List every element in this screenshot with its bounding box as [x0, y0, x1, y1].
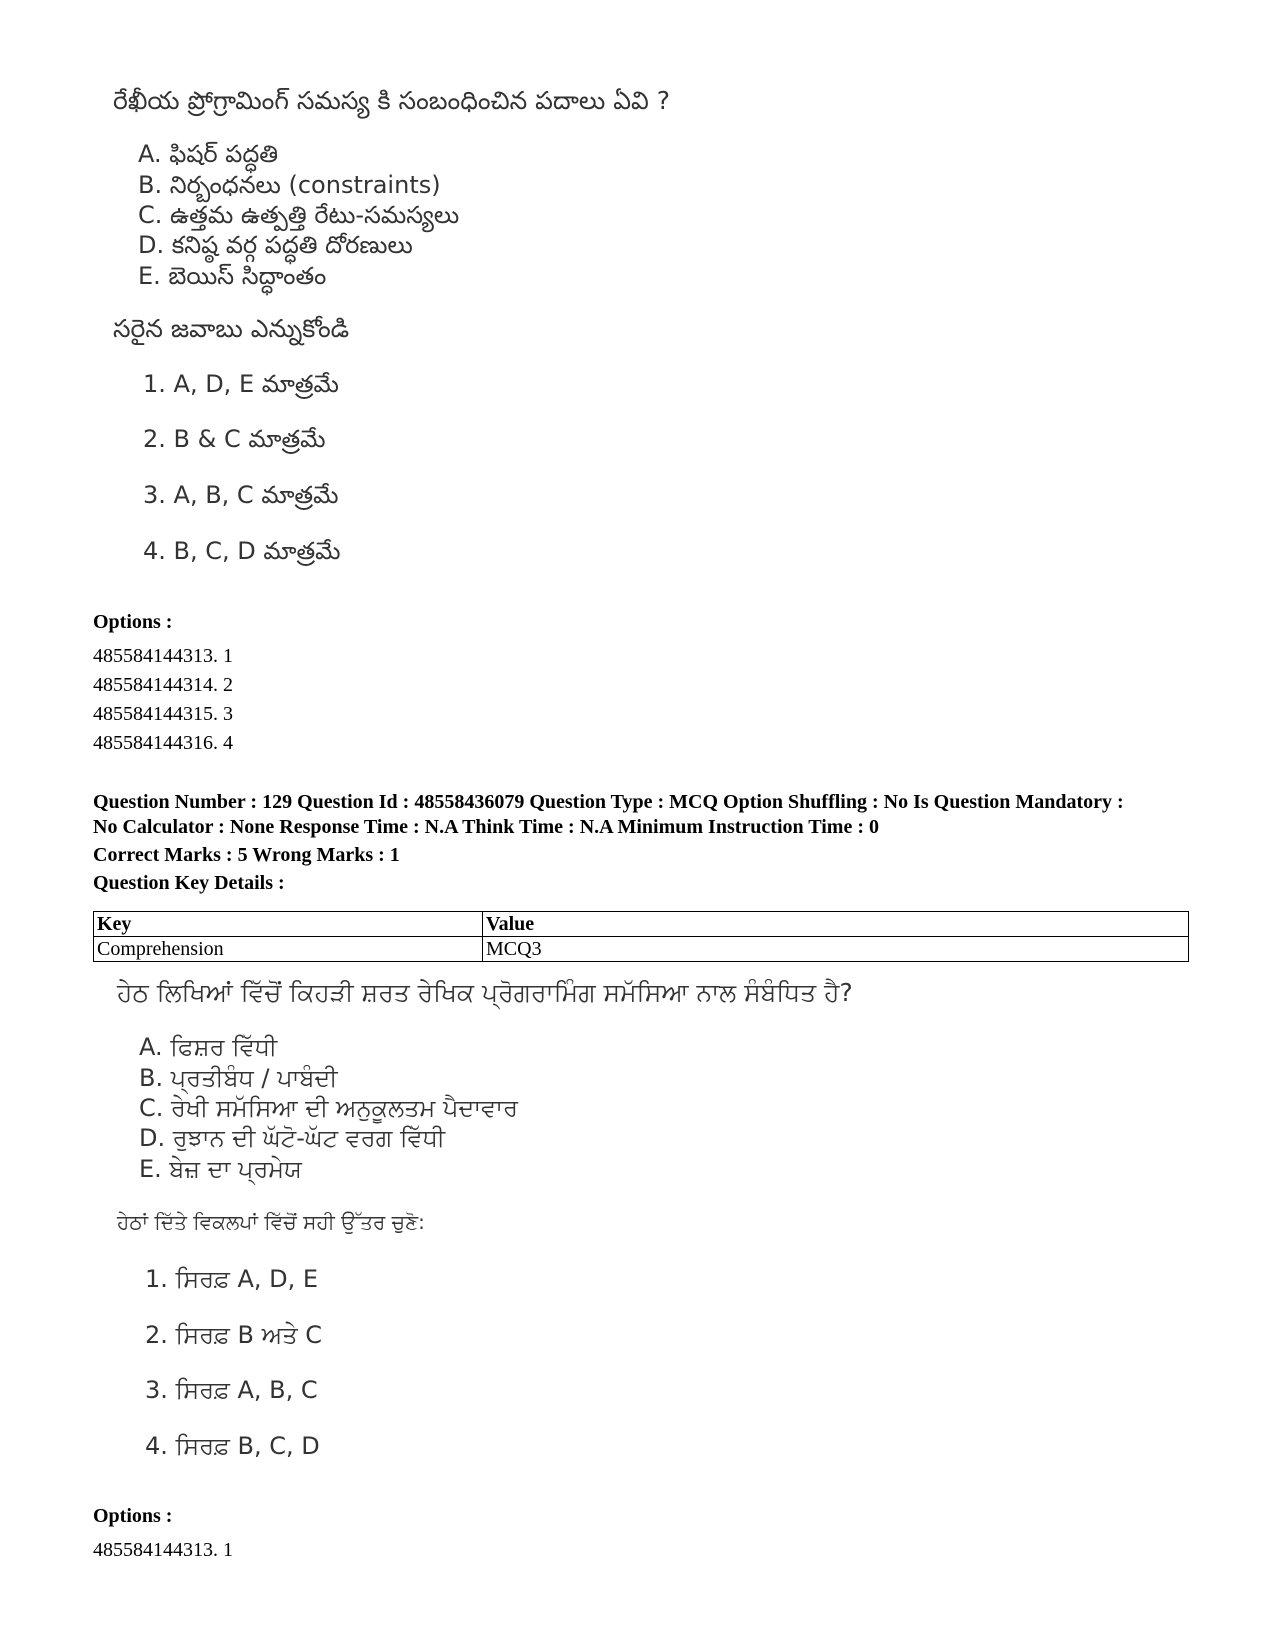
cell-key: Comprehension: [94, 937, 483, 962]
question-title: ਹੇਠ ਲਿਖਿਆਂ ਵਿੱਚੋਂ ਕਿਹੜੀ ਸ਼ਰਤ ਰੇਖਿਕ ਪ੍ਰੋਗਰਾਮਿੰਗ ਸਮੱਸਿਆ ਨਾਲ ਸੰਬੰਧਿਤ ਹੈ?: [117, 978, 853, 1007]
choice-4: 4. B, C, D మాత్రమే: [143, 537, 341, 565]
statement-e: E. ਬੇਜ਼ ਦਾ ਪ੍ਰਮੇਯ: [139, 1155, 302, 1183]
header-value: Value: [483, 912, 1189, 937]
option-item: 485584144316. 4: [93, 732, 233, 754]
choice-2: 2. ਸਿਰਫ਼ B ਅਤੇ C: [145, 1321, 322, 1349]
statement-a: A. ਫਿਸ਼ਰ ਵਿੱਧੀ: [139, 1033, 278, 1061]
choice-1: 1. A, D, E మాత్రమే: [143, 370, 339, 398]
choice-2: 2. B & C మాత్రమే: [143, 425, 326, 453]
table-header-row: [94, 912, 1189, 937]
option-item: 485584144313. 1: [93, 1539, 233, 1561]
choice-4: 4. ਸਿਰਫ਼ B, C, D: [145, 1432, 320, 1460]
table-row: [94, 937, 1189, 962]
statement-a: A. ఫిషర్ పద్ధతి: [138, 140, 279, 168]
statement-e: E. బెయిస్ సిద్ధాంతం: [138, 262, 327, 290]
instruction: ਹੇਠਾਂ ਦਿੱਤੇ ਵਿਕਲਪਾਂ ਵਿੱਚੋਂ ਸਹੀ ਉੱਤਰ ਚੁਣੋ:: [117, 1210, 425, 1234]
question-meta-line1: Question Number : 129 Question Id : 48558436079 Question Type : MCQ Option Shuffling : No Is Question Mandatory :: [93, 791, 1124, 813]
choice-3: 3. A, B, C మాత్రమే: [143, 481, 339, 509]
question-title: రేఖీయ ప్రోగ్రామింగ్ సమస్య కి సంబంధించిన పదాలు ఏవి ?: [113, 86, 671, 115]
choice-1: 1. ਸਿਰਫ਼ A, D, E: [145, 1265, 319, 1293]
options-label: Options :: [93, 1505, 173, 1527]
statement-c: C. ਰੇਖੀ ਸਮੱਸਿਆ ਦੀ ਅਨੁਕੂਲਤਮ ਪੈਦਾਵਾਰ: [139, 1094, 518, 1122]
question-meta-line2: No Calculator : None Response Time : N.A Think Time : N.A Minimum Instruction Time : 0: [93, 816, 879, 838]
header-key: Key: [94, 912, 483, 937]
question-meta: [93, 790, 1193, 840]
options-list: [93, 611, 233, 758]
option-item: 485584144313. 1: [93, 645, 233, 667]
marks-line: Correct Marks : 5 Wrong Marks : 1: [93, 844, 400, 866]
statement-d: D. కనిష్ఠ వర్గ పద్ధతి దోరణులు: [138, 231, 413, 259]
key-details-table: [93, 911, 1189, 962]
cell-value: MCQ3: [483, 937, 1189, 962]
option-item: 485584144314. 2: [93, 674, 233, 696]
option-item: 485584144315. 3: [93, 703, 233, 725]
key-details-label: Question Key Details :: [93, 872, 285, 894]
statement-b: B. ਪ੍ਰਤੀਬੰਧ / ਪਾਬੰਦੀ: [139, 1064, 338, 1092]
options-list: [93, 1505, 233, 1565]
choice-3: 3. ਸਿਰਫ਼ A, B, C: [145, 1376, 318, 1404]
statement-c: C. ఉత్తమ ఉత్పత్తి రేటు-సమస్యలు: [138, 201, 460, 229]
instruction: సరైన జవాబు ఎన్నుకోండి: [113, 314, 350, 343]
options-label: Options :: [93, 611, 173, 633]
statement-b: B. నిర్బంధనలు (constraints): [138, 171, 441, 199]
statement-d: D. ਰੁਝਾਨ ਦੀ ਘੱਟੋ-ਘੱਟ ਵਰਗ ਵਿੱਧੀ: [139, 1124, 446, 1152]
